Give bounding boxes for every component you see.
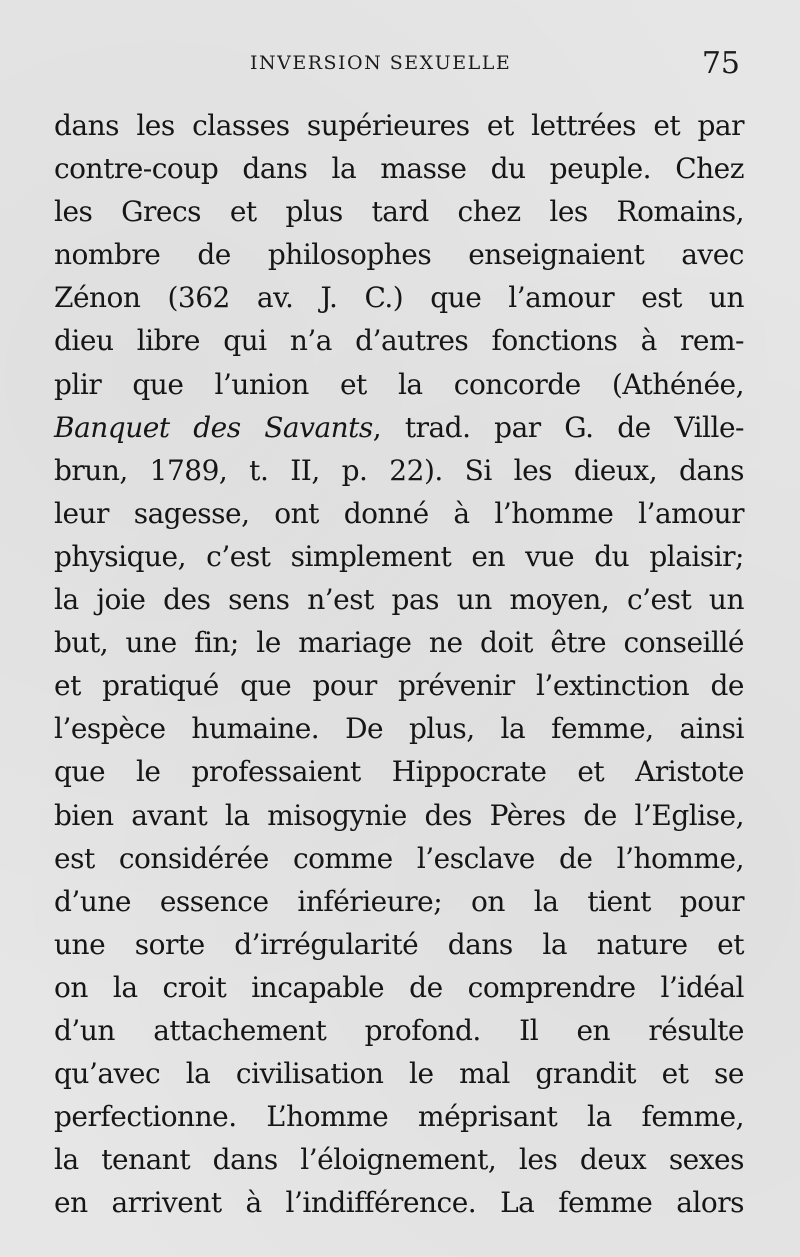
text-line: nombre de philosophes enseignaient avec	[54, 238, 744, 272]
text-line-remainder: , trad. par G. de Ville-	[372, 410, 744, 444]
text-line: la tenant dans l’éloignement, les deux sexes	[54, 1143, 744, 1177]
text-line: but, une fin; le mariage ne doit être conseillé	[54, 626, 744, 660]
text-line-with-italic-title	[54, 406, 744, 449]
page-number: 75	[701, 46, 740, 81]
text-line: on la croit incapable de comprendre l’idéal	[54, 970, 744, 1004]
text-line: d’un attachement profond. Il en résulte	[54, 1013, 744, 1047]
text-line: d’une essence inférieure; on la tient pour	[54, 884, 744, 918]
text-line: bien avant la misogynie des Pères de l’Eglise,	[54, 798, 744, 832]
text-line: brun, 1789, t. II, p. 22). Si les dieux, dans	[54, 453, 744, 487]
running-title: INVERSION SEXUELLE	[250, 52, 512, 74]
italic-book-title: Banquet des Savants	[54, 410, 373, 444]
text-line: en arrivent à l’indifférence. La femme alors	[54, 1186, 744, 1220]
text-line: une sorte d’irrégularité dans la nature et	[54, 927, 744, 961]
text-line: la joie des sens n’est pas un moyen, c’est un	[54, 583, 744, 617]
text-line: contre-coup dans la masse du peuple. Chez	[54, 152, 744, 186]
text-line: plir que l’union et la concorde (Athénée,	[54, 367, 744, 401]
text-line: que le professaient Hippocrate et Aristote	[54, 755, 744, 789]
text-line: les Grecs et plus tard chez les Romains,	[54, 195, 744, 229]
text-line: et pratiqué que pour prévenir l’extinction de	[54, 669, 744, 703]
text-line: qu’avec la civilisation le mal grandit et se	[54, 1057, 744, 1091]
text-line: est considérée comme l’esclave de l’homme,	[54, 841, 744, 875]
text-line: physique, c’est simplement en vue du plaisir;	[54, 539, 744, 573]
body-text	[54, 104, 744, 1224]
running-head	[250, 46, 740, 82]
text-line: dieu libre qui n’a d’autres fonctions à rem-	[54, 324, 744, 358]
text-line: perfectionne. L’homme méprisant la femme,	[54, 1100, 744, 1134]
text-line: l’espèce humaine. De plus, la femme, ainsi	[54, 712, 744, 746]
text-line: Zénon (362 av. J. C.) que l’amour est un	[54, 281, 744, 315]
text-line: leur sagesse, ont donné à l’homme l’amour	[54, 496, 744, 530]
text-line: dans les classes supérieures et lettrées et par	[54, 109, 744, 142]
